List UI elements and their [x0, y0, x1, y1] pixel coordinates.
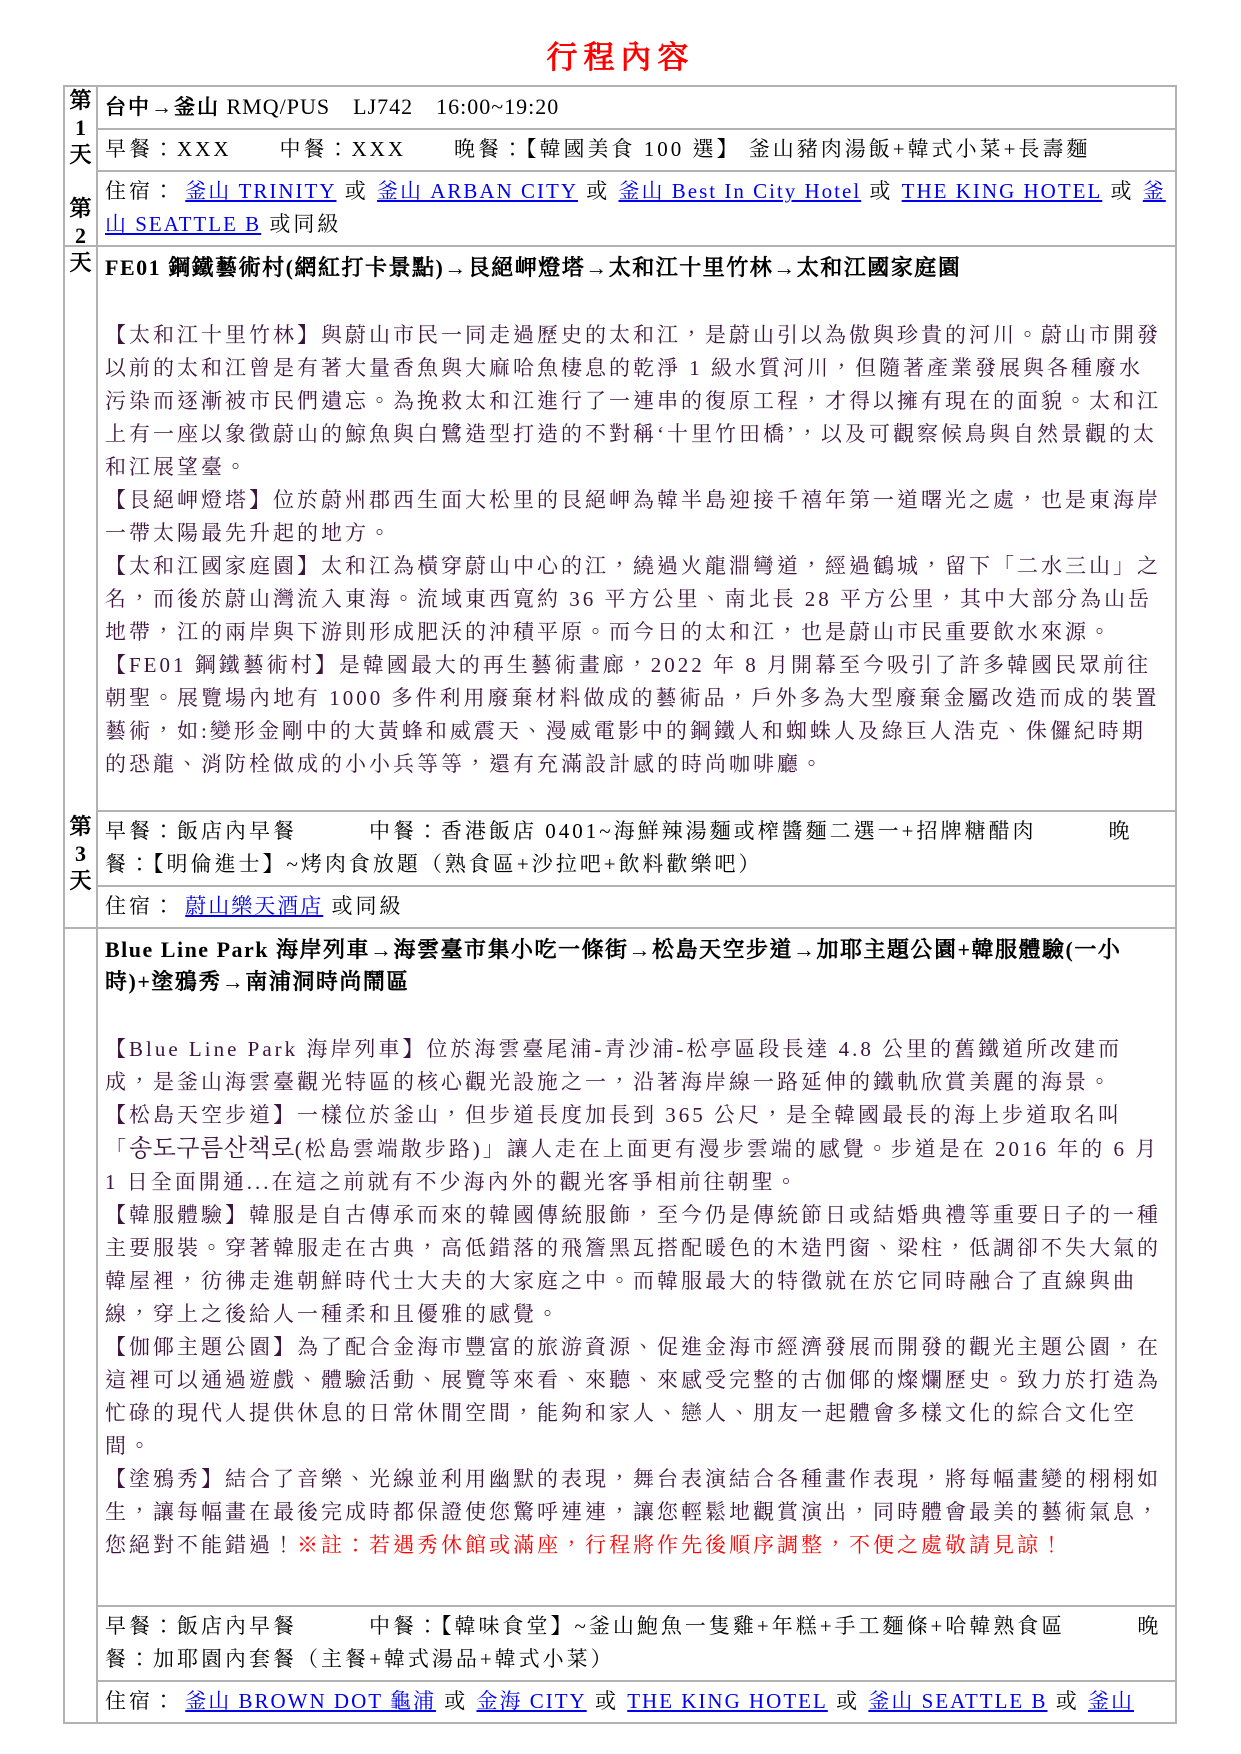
hotel-link[interactable]: THE KING HOTEL [901, 179, 1103, 203]
hotel-link[interactable]: THE KING HOTEL [627, 1689, 828, 1713]
table-row [64, 246, 1176, 811]
hotel-link[interactable]: 釜山 ARBAN CITY [376, 179, 578, 203]
table-row [64, 928, 1176, 1606]
table-row [64, 171, 1176, 246]
hotel-list [185, 894, 403, 918]
day-3-itinerary [97, 928, 1176, 1606]
or-label: 或 [586, 1689, 628, 1713]
sight-paragraph: 【FE01 鋼鐵藝術村】是韓國最大的再生藝術畫廊，2022 年 8 月開幕至今吸引了許多韓國民眾前往朝聖。展覽場內地有 1000 多件利用廢棄材料做成的藝術品，戶外多為大型廢棄金屬改造而成的裝置藝術，如:變形金剛中的大黃蜂和威震天、漫威電影中的鋼鐵人和蜘蛛人及綠巨人浩克、侏儸紀時期的恐龍、消防栓做成的小小兵等等，還有充滿設計感的時尚咖啡廳。 [105, 653, 1160, 776]
day-3-label-cell [64, 814, 97, 1723]
itinerary-table [63, 85, 1179, 1713]
table-row [64, 1606, 1176, 1681]
hotel-link[interactable]: 釜山 [1088, 1689, 1134, 1713]
hotel-link[interactable]: 釜山 BROWN DOT 龜浦 [185, 1689, 436, 1713]
table-row [64, 886, 1176, 928]
sight-paragraph: 【太和江十里竹林】與蔚山市民一同走過歷史的太和江，是蔚山引以為傲與珍貴的河川。蔚山市開發以前的太和江曾是有著大量香魚與大麻哈魚棲息的乾淨 1 級水質河川，但隨著產業發展與各種廢水污染而逐漸被市民們遺忘。為挽救太和江進行了一連串的復原工程，才得以擁有現在的面貌。太和江上有一座以象徵蔚山的鯨魚與白鷺造型打造的不對稱‘十里竹田橋’，以及可觀察候鳥與自然景觀的太和江展望臺。 [105, 323, 1161, 479]
day-3-route-header: Blue Line Park 海岸列車→海雲臺市集小吃一條街→松島天空步道→加耶主題公園+韓服體驗(一小時)+塗鴉秀→南浦洞時尚鬧區 [105, 937, 1122, 994]
or-label: 或 [827, 1689, 869, 1713]
sight-paragraph: 【松島天空步道】一樣位於釜山，但步道長度加長到 365 公尺，是全韓國最長的海上步道取名叫「송도구름산책로(松島雲端散步路)」讓人走在上面更有漫步雲端的感覺。步道是在 2016 年的 6 月 1 日全面開通...在這之前就有不少海內外的觀光客爭相前往朝聖。 [105, 1103, 1160, 1194]
day-1-accommodation-info [97, 171, 1176, 246]
sight-paragraph: 【Blue Line Park 海岸列車】位於海雲臺尾浦-青沙浦-松亭區段長達 4.8 公里的舊鐵道所改建而成，是釜山海雲臺觀光特區的核心觀光設施之一，沿著海岸線一路延伸的鐵軌欣賞美麗的海景。 [105, 1037, 1123, 1094]
or-same-grade-label: 或同級 [323, 894, 404, 918]
sight-paragraph: 【艮絕岬燈塔】位於蔚州郡西生面大松里的艮絕岬為韓半島迎接千禧年第一道曙光之處，也是東海岸一帶太陽最先升起的地方。 [105, 488, 1161, 545]
sight-paragraph: 【伽倻主題公園】為了配合金海市豐富的旅游資源、促進金海市經濟發展而開發的觀光主題公園，在這裡可以通過遊戲、體驗活動、展覽等來看、來聽、來感受完整的古伽倻的燦爛歷史。致力於打造為忙碌的現代人提供休息的日常休閒空間，能夠和家人、戀人、朋友一起體會多樣文化的綜合文化空間。 [105, 1335, 1161, 1458]
day-3-accommodation-info [97, 1681, 1176, 1723]
hotel-list [185, 1689, 1134, 1713]
or-label: 或 [435, 1689, 477, 1713]
or-same-grade-label: 或同級 [261, 212, 342, 236]
or-label: 或 [336, 179, 377, 203]
flight-route: 台中→釜山 [105, 95, 220, 119]
day-1-flight-info [97, 86, 1176, 129]
stay-label: 住宿： [105, 894, 177, 918]
table-row [64, 129, 1176, 171]
table-row [64, 1681, 1176, 1723]
or-label: 或 [1047, 1689, 1088, 1713]
day-2-label: 第 2 天 [69, 196, 92, 275]
page-title: 行程內容 [546, 40, 695, 75]
day-3-label: 第 3 天 [69, 814, 92, 893]
day-2-accommodation-info [97, 886, 1176, 928]
table-row [64, 86, 1176, 129]
stay-label: 住宿： [105, 1689, 177, 1713]
schedule-note: ※註：若遇秀休館或滿座，行程將作先後順序調整，不便之處敬請見諒！ [297, 1533, 1065, 1557]
hotel-link[interactable]: 釜山 TRINITY [185, 179, 337, 203]
or-label: 或 [578, 179, 619, 203]
hotel-link[interactable]: 釜山 Best In City Hotel [618, 179, 862, 203]
day-2-meals-info: 早餐：飯店內早餐 中餐：香港飯店 0401~海鮮辣湯麵或榨醬麵二選一+招牌糖醋肉 晚餐：【明倫進士】~烤肉食放題（熟食區+沙拉吧+飲料歡樂吧） [97, 811, 1176, 886]
day-3-description [105, 1033, 1166, 1562]
table-row [64, 811, 1176, 886]
sight-paragraph: 【太和江國家庭園】太和江為橫穿蔚山中心的江，繞過火龍淵彎道，經過鶴城，留下「二水三山」之名，而後於蔚山灣流入東海。流域東西寬約 36 平方公里、南北長 28 平方公里，其中大部分為山岳地帶，江的兩岸與下游則形成肥沃的沖積平原。而今日的太和江，也是蔚山市民重要飲水來源。 [105, 554, 1161, 644]
day-1-meals-info: 早餐：XXX 中餐：XXX 晚餐：【韓國美食 100 選】 釜山豬肉湯飯+韓式小菜+長壽麵 [97, 129, 1176, 171]
korean-name: 송도구름산책로 [129, 1134, 295, 1162]
or-label: 或 [1102, 179, 1143, 203]
day-2-description [105, 319, 1166, 781]
day-3-meals-info: 早餐：飯店內早餐 中餐：【韓味食堂】~釜山鮑魚一隻雞+年糕+手工麵條+哈韓熟食區 晚餐：加耶園內套餐（主餐+韓式湯品+韓式小菜） [97, 1606, 1176, 1681]
day-2-route-header: FE01 鋼鐵藝術村(網紅打卡景點)→艮絕岬燈塔→太和江十里竹林→太和江國家庭園 [105, 255, 962, 280]
stay-label: 住宿： [105, 179, 177, 203]
hotel-link[interactable]: 金海 CITY [476, 1689, 587, 1713]
or-label: 或 [861, 179, 902, 203]
flight-detail: RMQ/PUS LJ742 16:00~19:20 [220, 94, 560, 119]
hotel-link[interactable]: 釜山 SEATTLE B [105, 179, 1166, 236]
day-2-itinerary [97, 246, 1176, 811]
hotel-list [105, 179, 1166, 236]
sight-paragraph: 【韓服體驗】韓服是自古傳承而來的韓國傳統服飾，至今仍是傳統節日或結婚典禮等重要日子的一種主要服裝。穿著韓服走在古典，高低錯落的飛簷黑瓦搭配暖色的木造門窗、梁柱，低調卻不失大氣的韓屋裡，彷彿走進朝鮮時代士大夫的大家庭之中。而韓服最大的特徵就在於它同時融合了直線與曲線，穿上之後給人一種柔和且優雅的感覺。 [105, 1203, 1161, 1326]
hotel-link[interactable]: 釜山 SEATTLE B [868, 1689, 1048, 1713]
hotel-link[interactable]: 蔚山樂天酒店 [185, 894, 324, 918]
day-1-label: 第 1 天 [69, 88, 92, 167]
sight-paragraph: 【塗鴉秀】結合了音樂、光線並利用幽默的表現，舞台表演結合各種畫作表現，將每幅畫變的栩栩如生，讓每幅畫在最後完成時都保證使您驚呼連連，讓您輕鬆地觀賞演出，同時體會最美的藝術氣息，您絕對不能錯過！※註：若遇秀休館或滿座，行程將作先後順序調整，不便之處敬請見諒！ [105, 1467, 1161, 1557]
